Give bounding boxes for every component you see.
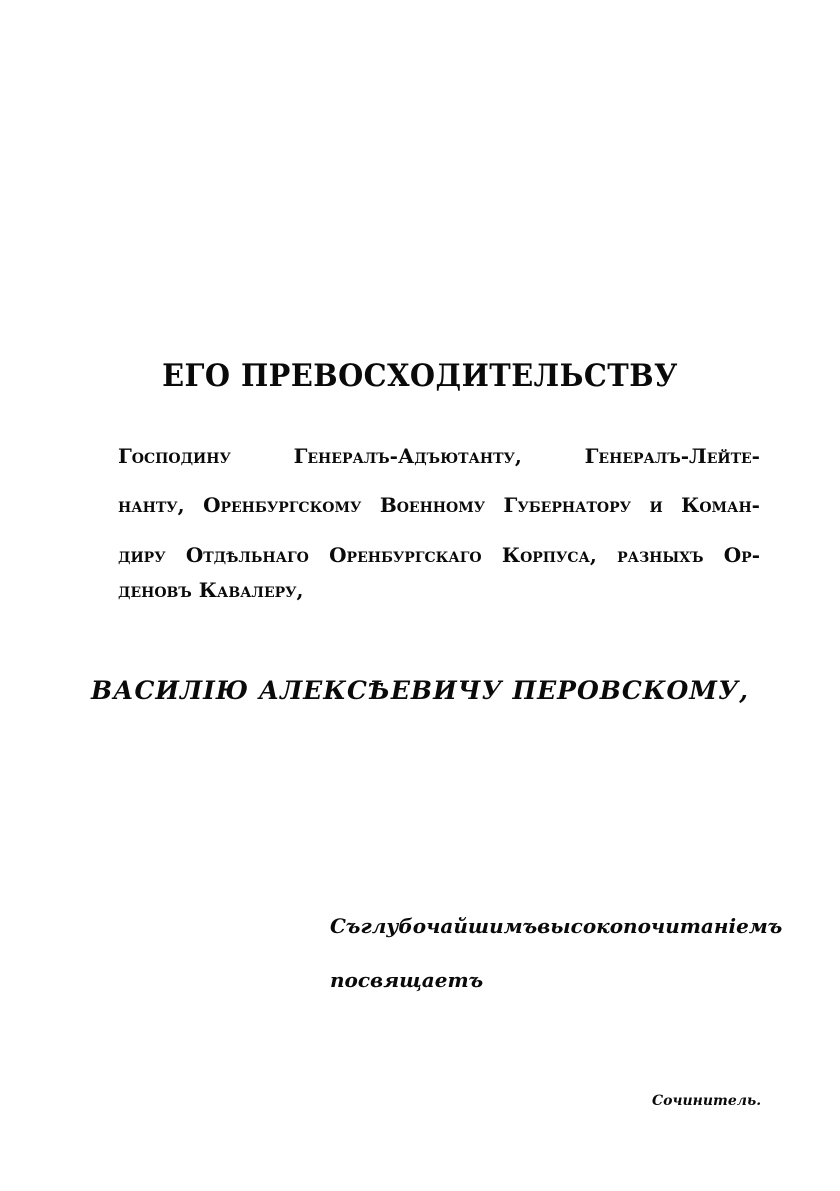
dedication-word: высокопочитаніемъ	[537, 914, 783, 938]
titles-word: диру	[118, 543, 166, 567]
titles-word: Ор-	[723, 543, 760, 567]
titles-word: Оренбургскаго	[329, 543, 482, 567]
titles-word: Генералъ-Лейте-	[584, 444, 760, 468]
titles-word: разныхъ	[617, 543, 704, 567]
dedication-word: глубочайшимъ	[360, 914, 538, 938]
titles-word: Губернатору	[503, 493, 632, 517]
titles-line-2	[118, 493, 760, 523]
addressee-name: ВАСИЛІЮ АЛЕКСѢЕВИЧУ ПЕРОВСКОМУ,	[91, 676, 749, 705]
titles-word: Отдѣльнаго	[185, 543, 309, 567]
titles-word: Оренбургскому	[203, 493, 362, 517]
titles-word: и	[649, 493, 663, 517]
titles-word: нанту,	[118, 493, 185, 517]
dedication-heading: ЕГО ПРЕВОСХОДИТЕЛЬСТВУ	[162, 358, 678, 394]
titles-word: Генералъ-Адъютанту,	[293, 444, 522, 468]
author-signature: Сочинитель.	[652, 1093, 762, 1109]
titles-word: Коман-	[681, 493, 760, 517]
titles-line-4: деновъ Кавалеру,	[118, 578, 304, 602]
titles-line-3	[118, 543, 760, 573]
dedication-word: Съ	[330, 914, 361, 938]
titles-word: Господину	[118, 444, 231, 468]
titles-word: Военному	[379, 493, 486, 517]
titles-line-1	[118, 444, 760, 474]
dedication-line-2: посвящаетъ	[330, 968, 484, 992]
titles-word: Корпуса,	[501, 543, 597, 567]
dedication-line-1	[330, 914, 783, 938]
